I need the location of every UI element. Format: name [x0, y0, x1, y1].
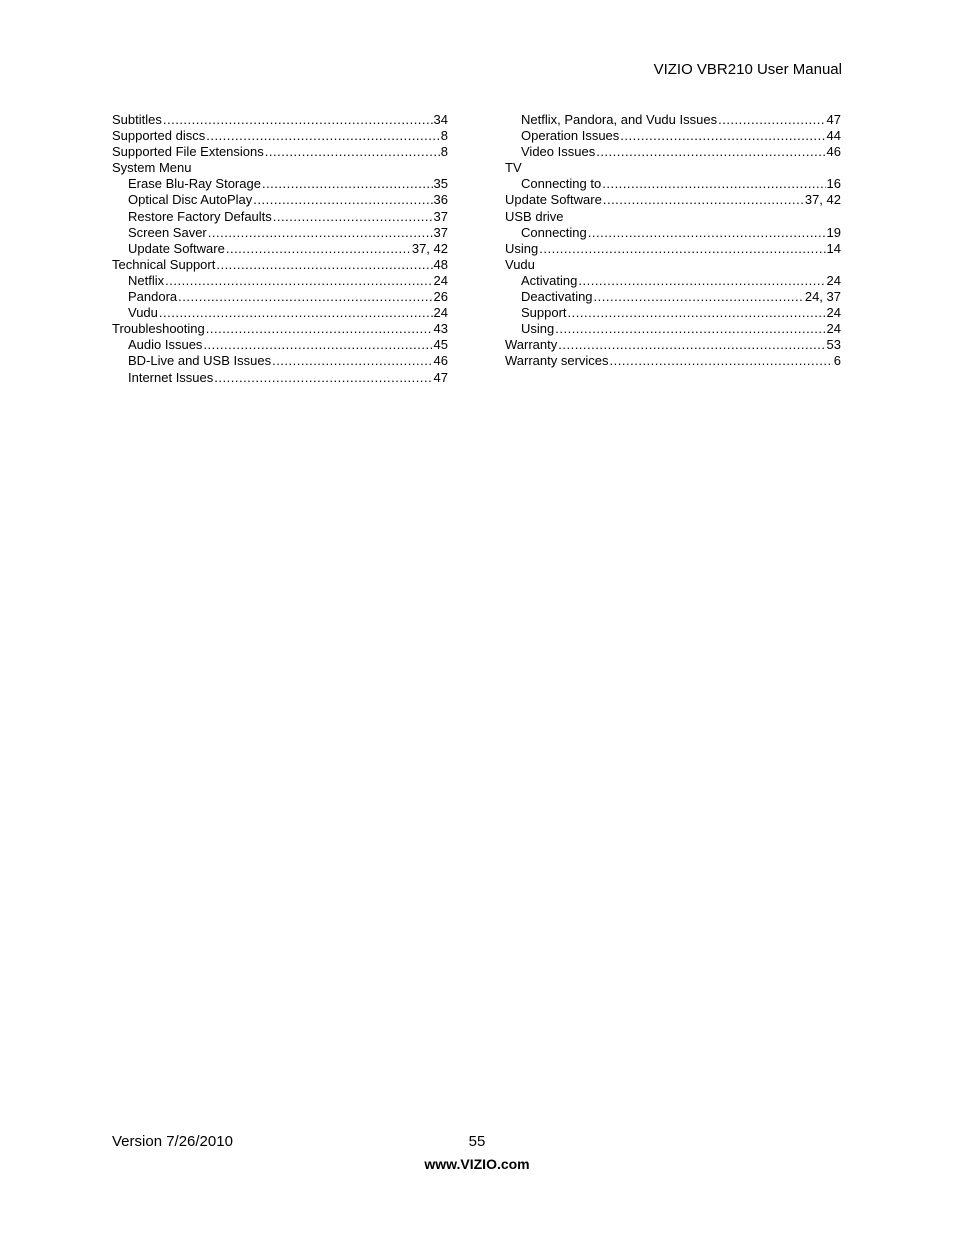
index-entry — [505, 176, 841, 192]
index-entry — [112, 305, 448, 321]
dot-leader — [253, 192, 432, 208]
index-entry — [505, 337, 841, 353]
index-page-ref: 26 — [433, 289, 448, 305]
index-entry — [112, 225, 448, 241]
index-term: Using — [521, 321, 555, 337]
index-term: Netflix — [128, 272, 165, 288]
index-entry — [505, 289, 841, 305]
index-entry — [505, 144, 841, 160]
index-term: Supported discs — [112, 128, 206, 144]
index-term: Pandora — [128, 289, 178, 305]
index-page-ref: 53 — [826, 337, 841, 353]
index-term: Internet Issues — [128, 369, 214, 385]
dot-leader — [555, 321, 825, 337]
dot-leader — [178, 289, 432, 305]
index-column-right — [505, 112, 841, 370]
index-page-ref: 37 — [433, 224, 448, 240]
index-term: Erase Blu-Ray Storage — [128, 176, 261, 192]
index-term: Audio Issues — [128, 337, 203, 353]
dot-leader — [272, 353, 432, 369]
dot-leader — [596, 144, 825, 160]
dot-leader — [539, 241, 825, 257]
index-entry — [112, 257, 448, 273]
index-term: Restore Factory Defaults — [128, 208, 272, 224]
index-term: Using — [505, 240, 539, 256]
index-page-ref: 37 — [433, 208, 448, 224]
index-entry — [505, 160, 841, 176]
dot-leader — [262, 176, 433, 192]
index-entry — [112, 273, 448, 289]
footer-version: Version 7/26/2010 — [112, 1133, 233, 1150]
index-page-ref: 16 — [826, 176, 841, 192]
index-page-ref: 24 — [433, 305, 448, 321]
index-page-ref: 24 — [826, 321, 841, 337]
index-term: USB drive — [505, 208, 564, 224]
index-page-ref: 34 — [433, 112, 448, 127]
index-term: System Menu — [112, 160, 192, 176]
index-term: Connecting — [521, 224, 587, 240]
dot-leader — [620, 128, 825, 144]
index-page-ref: 24, 37 — [804, 289, 841, 305]
index-term: Connecting to — [521, 176, 602, 192]
dot-leader — [588, 225, 826, 241]
index-entry — [112, 209, 448, 225]
dot-leader — [594, 289, 804, 305]
index-term: Operation Issues — [521, 128, 620, 144]
index-page-ref: 8 — [440, 144, 448, 160]
footer-url: www.VIZIO.com — [424, 1156, 530, 1172]
index-page-ref: 19 — [826, 224, 841, 240]
index-term: Deactivating — [521, 289, 593, 305]
dot-leader — [206, 321, 433, 337]
dot-leader — [206, 128, 440, 144]
index-term: Technical Support — [112, 256, 216, 272]
index-term: Warranty — [505, 337, 558, 353]
index-entry — [112, 337, 448, 353]
document-header-title: VIZIO VBR210 User Manual — [653, 61, 842, 78]
index-entry — [112, 176, 448, 192]
index-page-ref: 48 — [433, 256, 448, 272]
index-page-ref: 35 — [433, 176, 448, 192]
index-page-ref: 43 — [433, 321, 448, 337]
index-term: Support — [521, 305, 567, 321]
index-entry — [505, 241, 841, 257]
index-entry — [505, 128, 841, 144]
dot-leader — [610, 353, 833, 369]
dot-leader — [226, 241, 411, 257]
index-column-left — [112, 112, 448, 386]
index-page-ref: 24 — [826, 272, 841, 288]
index-page-ref: 46 — [433, 353, 448, 369]
index-term: Screen Saver — [128, 224, 207, 240]
index-entry — [112, 353, 448, 369]
index-entry — [112, 128, 448, 144]
index-page-ref: 37, 42 — [411, 240, 448, 256]
dot-leader — [602, 176, 825, 192]
index-entry — [505, 273, 841, 289]
dot-leader — [165, 273, 432, 289]
index-page-ref: 44 — [826, 128, 841, 144]
index-entry — [112, 192, 448, 208]
index-term: Update Software — [505, 192, 602, 208]
index-term: BD-Live and USB Issues — [128, 353, 272, 369]
index-entry — [505, 225, 841, 241]
index-term: Warranty services — [505, 353, 609, 369]
index-term: Supported File Extensions — [112, 144, 264, 160]
index-page-ref: 45 — [433, 337, 448, 353]
index-page-ref: 37, 42 — [804, 192, 841, 208]
index-term: Vudu — [505, 256, 535, 272]
index-term: Subtitles — [112, 112, 162, 127]
index-term: TV — [505, 160, 522, 176]
dot-leader — [568, 305, 826, 321]
index-term: Vudu — [128, 305, 158, 321]
index-entry — [112, 144, 448, 160]
index-page-ref: 6 — [833, 353, 841, 369]
index-entry — [112, 321, 448, 337]
dot-leader — [208, 225, 433, 241]
index-term: Optical Disc AutoPlay — [128, 192, 253, 208]
dot-leader — [273, 209, 433, 225]
dot-leader — [163, 112, 433, 128]
index-page-ref: 46 — [826, 144, 841, 160]
dot-leader — [603, 192, 804, 208]
dot-leader — [578, 273, 825, 289]
footer-page-number: 55 — [468, 1133, 486, 1150]
index-entry — [505, 321, 841, 337]
index-entry — [112, 370, 448, 386]
index-page-ref: 8 — [440, 128, 448, 144]
dot-leader — [216, 257, 432, 273]
index-entry — [505, 192, 841, 208]
index-entry — [505, 305, 841, 321]
index-entry — [112, 160, 448, 176]
index-page-ref: 47 — [433, 369, 448, 385]
index-page-ref: 24 — [826, 305, 841, 321]
index-entry — [112, 241, 448, 257]
index-entry — [505, 353, 841, 369]
index-page-ref: 24 — [433, 272, 448, 288]
dot-leader — [203, 337, 432, 353]
dot-leader — [214, 370, 432, 386]
index-entry — [112, 289, 448, 305]
index-page-ref: 36 — [433, 192, 448, 208]
index-page-ref: 47 — [826, 112, 841, 127]
dot-leader — [265, 144, 440, 160]
dot-leader — [558, 337, 825, 353]
dot-leader — [159, 305, 433, 321]
index-term: Update Software — [128, 240, 225, 256]
index-entry — [505, 112, 841, 128]
dot-leader — [718, 112, 825, 128]
index-entry — [112, 112, 448, 128]
index-term: Troubleshooting — [112, 321, 205, 337]
index-term: Netflix, Pandora, and Vudu Issues — [521, 112, 718, 127]
index-term: Video Issues — [521, 144, 596, 160]
index-term: Activating — [521, 272, 578, 288]
index-entry — [505, 209, 841, 225]
index-page-ref: 14 — [826, 240, 841, 256]
index-entry — [505, 257, 841, 273]
